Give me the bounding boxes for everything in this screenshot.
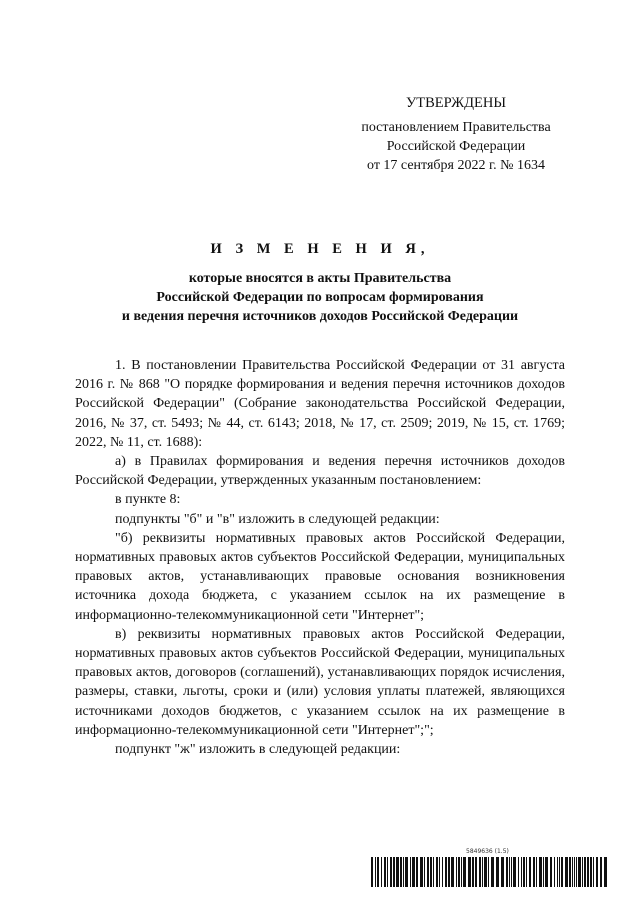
title-line-1: которые вносятся в акты Правительства: [188, 271, 452, 286]
approval-line-1: постановлением Правительства: [361, 120, 551, 135]
paragraph: 1. В постановлении Правительства Российской Федерации от 31 августа 2016 г. № 868 "О порядке формирования и ведения перечня источников доходов Российской Федерации" (Собрание законодательства Российской Федерации, 2016, № 37, ст. 5493; № 44, ст. 6143; 2018, № 17, ст. 2509; 2019, № 15, ст. 1769; 2022, № 11, ст. 1688):: [75, 358, 565, 450]
barcode: [371, 848, 611, 888]
title-line-2: Российской Федерации по вопросам формирования: [156, 290, 484, 305]
title-caps: И З М Е Н Е Н И Я,: [210, 241, 430, 257]
approval-heading: УТВЕРЖДЕНЫ: [405, 95, 507, 111]
approval-line-2: Российской Федерации: [386, 139, 526, 154]
approval-stamp: [352, 94, 560, 175]
paragraph: подпункт "ж" изложить в следующей редакции:: [115, 742, 401, 758]
title-line-3: и ведения перечня источников доходов Российской Федерации: [121, 309, 519, 324]
barcode-number: 5849636 (1.5): [466, 848, 509, 855]
approval-line-3: от 17 сентября 2022 г. № 1634: [367, 158, 545, 173]
paragraph: "б) реквизиты нормативных правовых актов Российской Федерации, нормативных правовых актов субъектов Российской Федерации, муниципальных правовых актов, устанавливающих правовые основания возникновения источника дохода бюджета, с указанием ссылок на их размещение в информационно-телекоммуникационной сети "Интернет";: [75, 530, 565, 623]
document-body: [75, 356, 565, 759]
document-title: [60, 240, 580, 326]
barcode-bars: [371, 857, 611, 887]
paragraph: а) в Правилах формирования и ведения перечня источников доходов Российской Федерации, утвержденных указанным постановлением:: [75, 454, 565, 489]
paragraph: подпункты "б" и "в" изложить в следующей редакции:: [115, 511, 440, 527]
paragraph: в пункте 8:: [115, 492, 181, 508]
paragraph: в) реквизиты нормативных правовых актов Российской Федерации, нормативных правовых актов субъектов Российской Федерации, муниципальных правовых актов, договоров (соглашений), устанавливающих порядок исчисления, размеры, ставки, льготы, сроки и (или) условия уплаты платежей, являющихся источниками доходов бюджетов, с указанием ссылок на их размещение в информационно-телекоммуникационной сети "Интернет";";: [75, 626, 565, 738]
